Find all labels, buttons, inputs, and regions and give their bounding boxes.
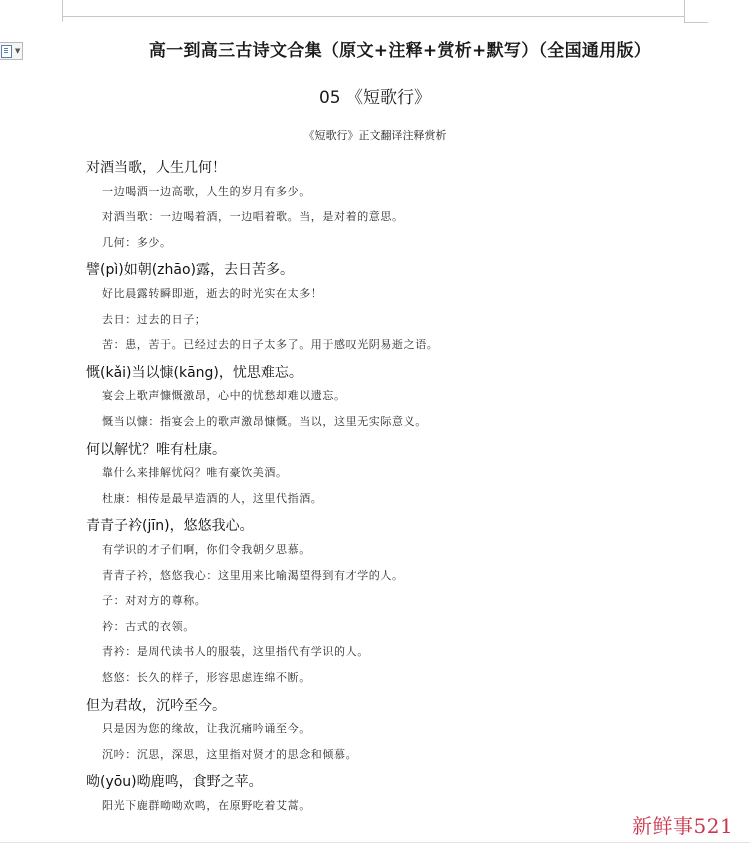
chevron-down-icon: ▼ bbox=[15, 46, 21, 55]
verse-line: 但为君故，沉吟至今。 bbox=[86, 698, 226, 714]
annotation-line: 衿：古式的衣领。 bbox=[102, 620, 195, 633]
annotation-line: 苦：患，苦于。已经过去的日子太多了。用于感叹光阴易逝之语。 bbox=[102, 338, 439, 351]
section-heading-row bbox=[0, 127, 750, 143]
annotation-line: 悠悠：长久的样子，形容思虑连绵不断。 bbox=[102, 671, 311, 684]
annotation-line: 好比晨露转瞬即逝，逝去的时光实在太多！ bbox=[102, 287, 323, 300]
annotation-line: 子：对对方的尊称。 bbox=[102, 594, 207, 607]
crop-mark-right bbox=[684, 0, 685, 22]
page-bottom-edge bbox=[0, 842, 750, 843]
paste-options-button[interactable] bbox=[0, 42, 23, 60]
annotation-line: 对酒当歌：一边喝着酒，一边唱着歌。当，是对着的意思。 bbox=[102, 210, 404, 223]
annotation-line: 几何：多少。 bbox=[102, 236, 172, 249]
verse-line: 呦(yōu)呦鹿鸣，食野之苹。 bbox=[86, 774, 263, 790]
annotation-line: 去日：过去的日子； bbox=[102, 313, 207, 326]
document-title: 高一到高三古诗文合集（原文+注释+赏析+默写）（全国通用版） bbox=[148, 41, 652, 61]
crop-mark-right-extension bbox=[684, 22, 708, 23]
annotation-line: 青青子衿，悠悠我心：这里用来比喻渴望得到有才学的人。 bbox=[102, 569, 404, 582]
verse-line: 青青子衿(jīn)，悠悠我心。 bbox=[86, 518, 254, 534]
clipboard-icon bbox=[1, 45, 12, 58]
verse-line: 何以解忧？唯有杜康。 bbox=[86, 442, 226, 458]
annotation-line: 杜康：相传是最早造酒的人，这里代指酒。 bbox=[102, 492, 323, 505]
annotation-line: 有学识的才子们啊，你们令我朝夕思慕。 bbox=[102, 543, 311, 556]
annotation-line: 只是因为您的缘故，让我沉痛吟诵至今。 bbox=[102, 722, 311, 735]
section-heading: 《短歌行》正文翻译注释赏析 bbox=[303, 129, 447, 142]
annotation-line: 宴会上歌声慷慨激昂，心中的忧愁却难以遗忘。 bbox=[102, 389, 346, 402]
poem-title: 05 《短歌行》 bbox=[318, 88, 432, 108]
verse-line: 譬(pì)如朝(zhāo)露，去日苦多。 bbox=[86, 262, 294, 278]
page-top-border bbox=[62, 16, 684, 17]
verse-line: 慨(kǎi)当以慷(kāng)，忧思难忘。 bbox=[86, 365, 303, 381]
annotation-line: 青衿：是周代读书人的服装，这里指代有学识的人。 bbox=[102, 645, 369, 658]
annotation-line: 阳光下鹿群呦呦欢鸣，在原野吃着艾蒿。 bbox=[102, 799, 311, 812]
annotation-line: 靠什么来排解忧闷？唯有豪饮美酒。 bbox=[102, 466, 288, 479]
verse-line: 对酒当歌，人生几何！ bbox=[86, 160, 226, 176]
annotation-line: 慨当以慷：指宴会上的歌声激昂慷慨。当以，这里无实际意义。 bbox=[102, 415, 427, 428]
annotation-line: 沉吟：沉思，深思，这里指对贤才的思念和倾慕。 bbox=[102, 748, 358, 761]
poem-title-row bbox=[0, 83, 750, 108]
watermark: 新鲜事521 bbox=[632, 814, 734, 838]
crop-mark-left bbox=[62, 0, 63, 22]
annotation-line: 一边喝酒一边高歌，人生的岁月有多少。 bbox=[102, 185, 311, 198]
